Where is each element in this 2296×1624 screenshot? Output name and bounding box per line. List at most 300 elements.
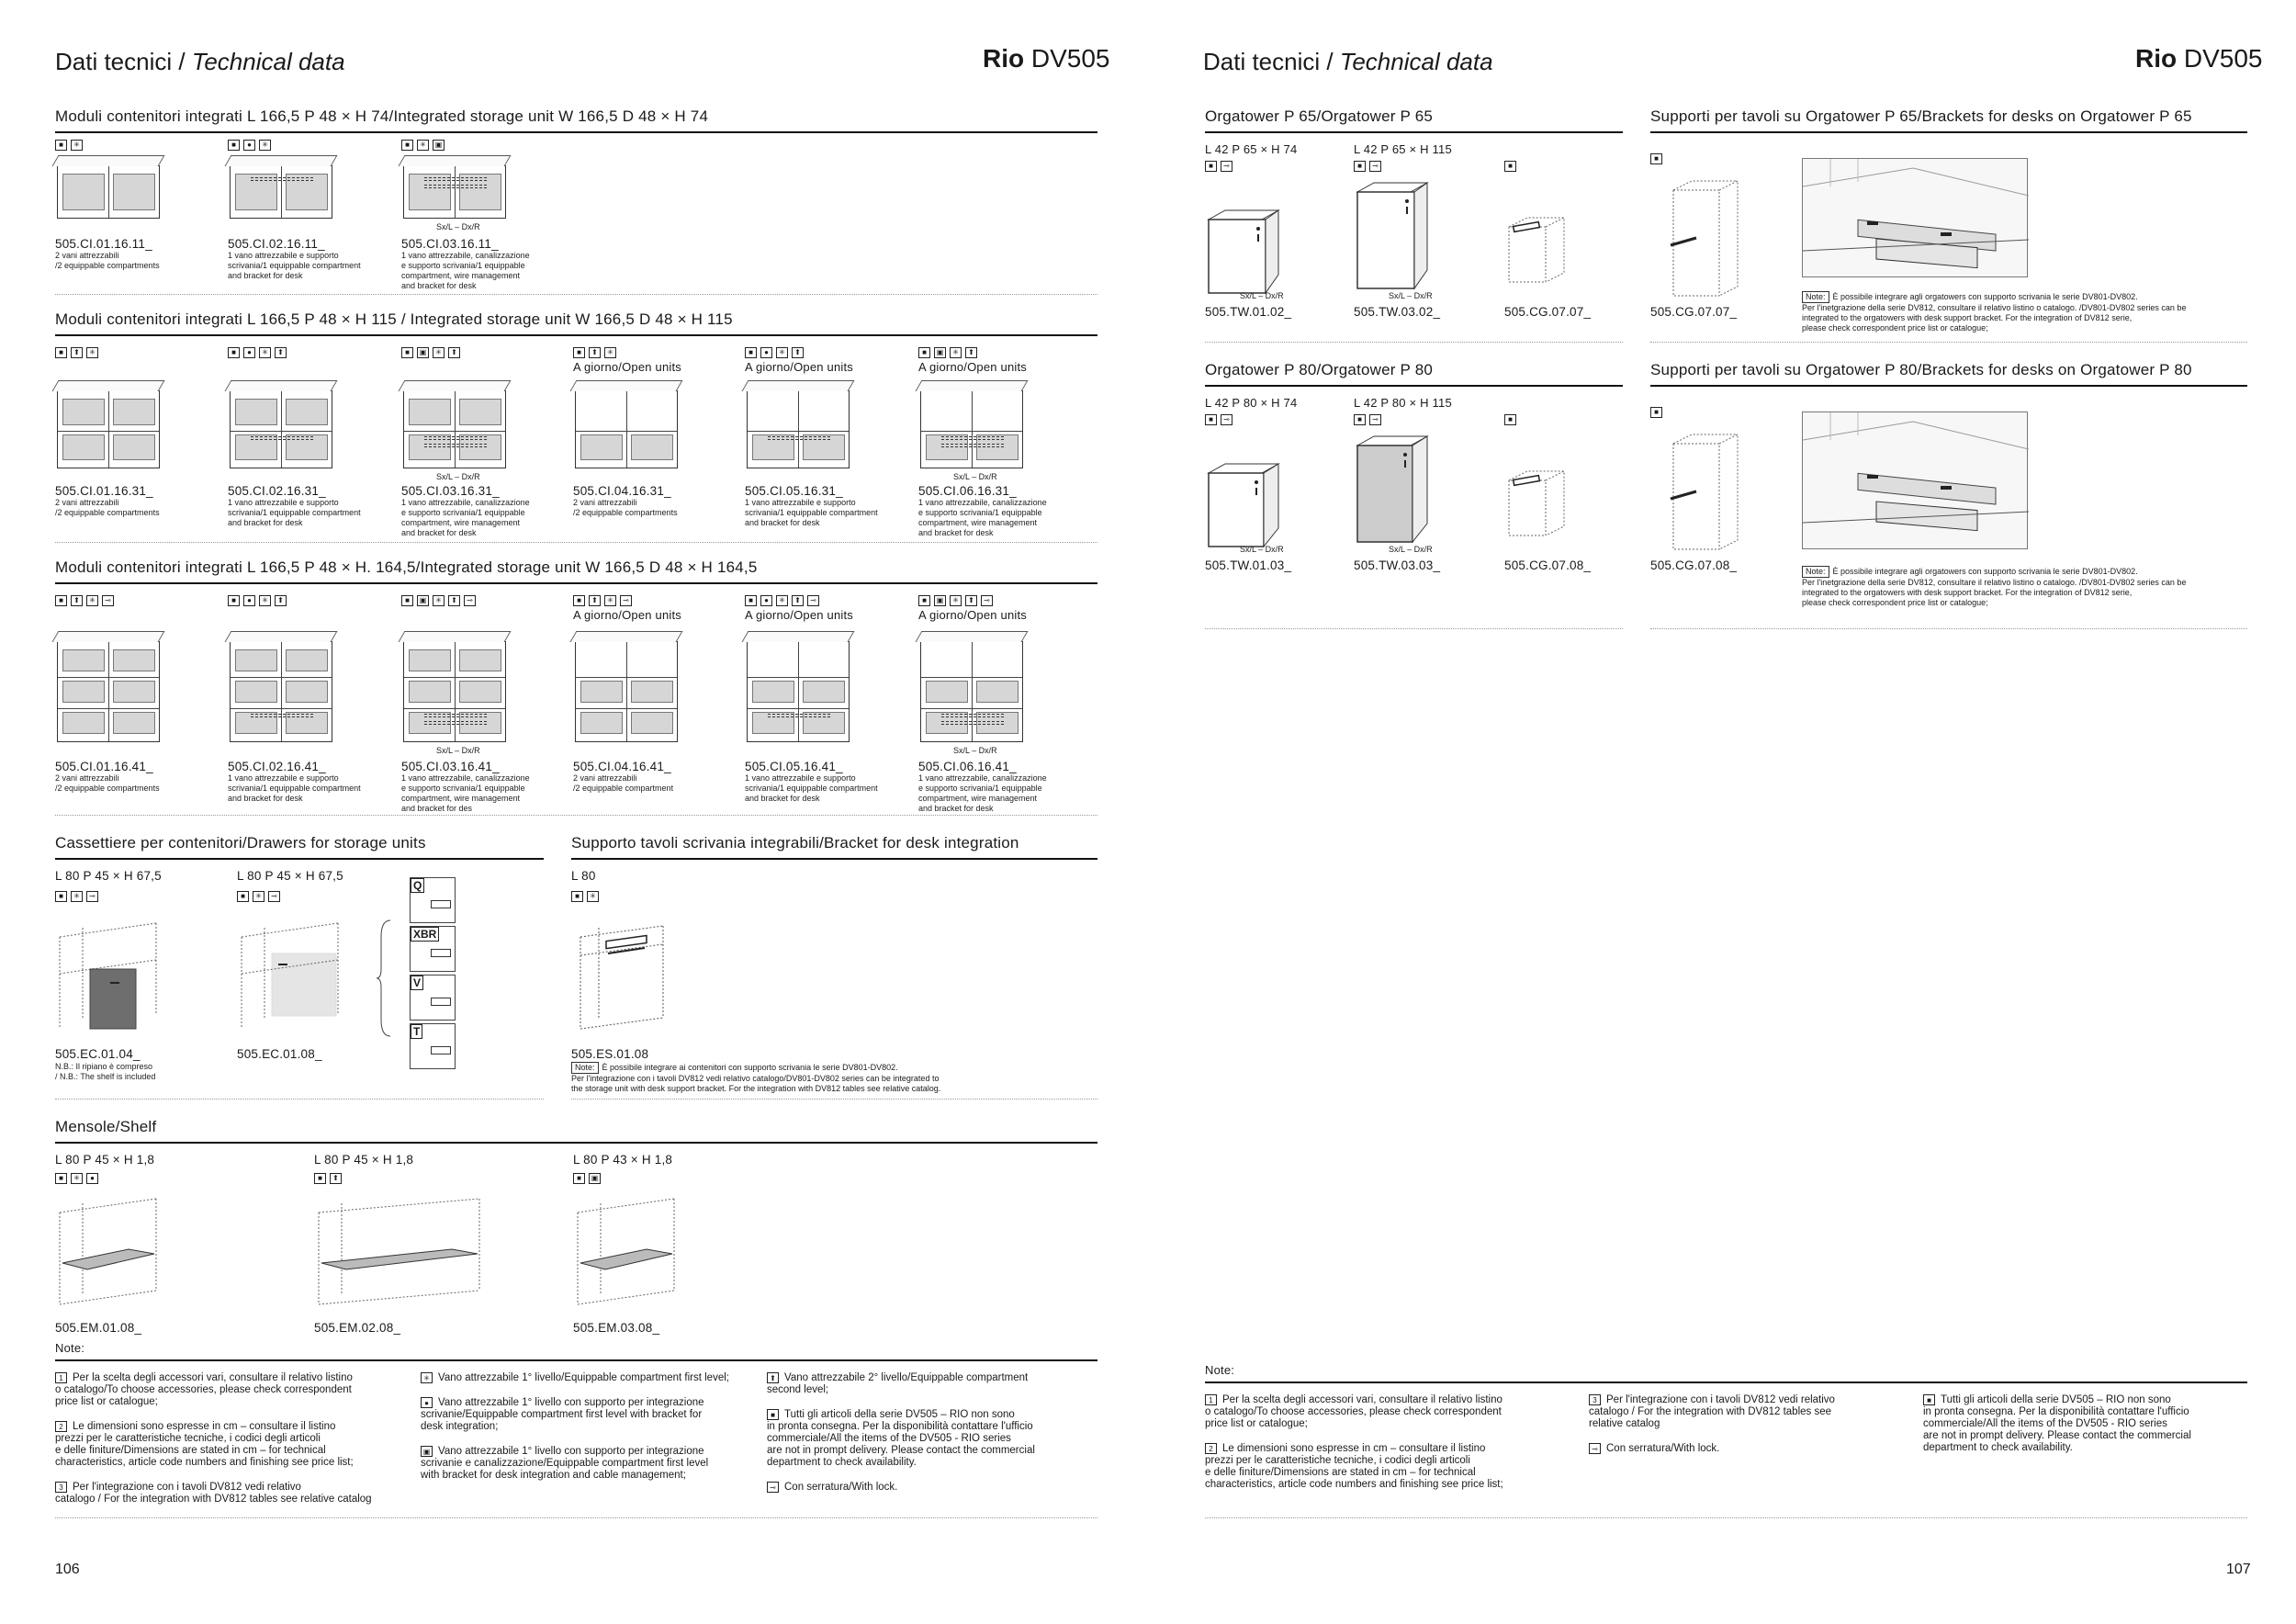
cabinet-shelf [576, 431, 677, 432]
legend-icon: ■ [237, 891, 249, 902]
brand-model: DV505 [1030, 44, 1110, 73]
legend-icon: ⊸ [102, 595, 114, 606]
tower-drawing [1356, 181, 1429, 290]
cable-channel [424, 444, 486, 447]
section-title-shelf: Mensole/Shelf [55, 1118, 1097, 1144]
legend-icon: ▣ [421, 1446, 433, 1457]
cabinet-drawing [57, 390, 160, 468]
cabinet-divider [455, 391, 456, 468]
legend-icon: ▣ [589, 1173, 601, 1184]
bracket-drawing [1504, 467, 1569, 540]
legend-icon: ⬆ [792, 347, 804, 358]
legend-note [55, 1372, 404, 1408]
legend-note [421, 1397, 751, 1433]
cabinet-panel [752, 681, 794, 703]
legend-note [421, 1446, 751, 1482]
article-code: 505.CI.02.16.11_ [228, 237, 325, 251]
cabinet-top [399, 380, 512, 391]
tower-drawing [1356, 434, 1429, 544]
icon-row [401, 347, 460, 358]
tower-bracket-drawing [1650, 172, 1761, 300]
article-description: 1 vano attrezzabile e supporto scrivania/1 equippable compartment and bracket for desk [745, 773, 878, 803]
legend-icon: ⊸ [767, 1482, 779, 1493]
cabinet-panel [409, 681, 451, 703]
article-description: 2 vani attrezzabili /2 equippable compartments [573, 498, 678, 517]
note-line: Per l'integrazione con i tavoli DV812 vedi relativo catalogo/DV801-DV802 series can be integrated to [571, 1074, 940, 1083]
article-code: 505.CI.01.16.41_ [55, 760, 153, 773]
legend-text: Le dimensioni sono espresse in cm – consultare il listino prezzi per le caratteristiche tecniche, i codici degli articoli e delle finiture/Dimensions are stated in cm – for technical characteristics, article code numbers and finishing see price list; [1205, 1443, 1503, 1491]
left-right-label: Sx/L – Dx/R [436, 472, 480, 481]
legend-icon: ▣ [934, 347, 946, 358]
tower-dimension: L 42 P 80 × H 74 [1205, 396, 1298, 410]
cable-channel [424, 185, 486, 188]
desk-bracket-photo [1802, 158, 2028, 277]
header-title-it: Dati tecnici / [1203, 48, 1340, 75]
legend-icon: ▣ [417, 347, 429, 358]
legend-icon: ⬆ [275, 595, 287, 606]
icon-row [1205, 161, 1232, 172]
icon-row [573, 347, 616, 358]
shelf-drawing [314, 1194, 489, 1309]
handle-icon [431, 900, 451, 908]
cabinet-top [916, 380, 1029, 391]
drawer-drawing [55, 919, 165, 1033]
legend-icon: ✳ [776, 347, 788, 358]
cabinet-panel [113, 712, 155, 734]
legend-icon: ⊸ [620, 595, 632, 606]
legend-icon: ■ [314, 1173, 326, 1184]
cabinet-panel [113, 434, 155, 461]
legend-text: Per la scelta degli accessori vari, consultare il relativo listino o catalogo/To choose accessories, please check correspondent price list or catalogue; [55, 1372, 353, 1408]
legend-icon: ■ [573, 595, 585, 606]
tower-dimension: L 42 P 65 × H 74 [1205, 142, 1298, 156]
legend-icon: ⬆ [589, 347, 601, 358]
divider [1650, 342, 2247, 343]
shelf-code: 505.EM.03.08_ [573, 1321, 660, 1335]
shelf-dimension: L 80 P 45 × H 1,8 [55, 1153, 155, 1167]
legend-icon: ⬆ [330, 1173, 342, 1184]
legend-icon: ✳ [587, 891, 599, 902]
section-title-orgatower-65: Orgatower P 65/Orgatower P 65 [1205, 107, 1623, 133]
cabinet-panel [459, 649, 501, 671]
legend-text: Con serratura/With lock. [784, 1482, 898, 1494]
right-page-header-title [1203, 48, 1493, 76]
cabinet-shelf [231, 708, 332, 709]
legend-icon: ✳ [71, 1173, 83, 1184]
cabinet-divider [281, 391, 282, 468]
article-code: 505.CI.06.16.31_ [918, 484, 1017, 498]
bracket-line [251, 436, 312, 440]
legend-icon: ✳ [950, 595, 962, 606]
legend-icon: 1 [55, 1372, 67, 1383]
cabinet-top [225, 155, 338, 166]
legend-icon: ■ [1504, 414, 1516, 425]
legend-icon: ⊸ [86, 891, 98, 902]
cabinet-divider [798, 391, 799, 468]
legend-icon: ✳ [86, 347, 98, 358]
handle-icon [431, 949, 451, 957]
header-title-en: Technical data [191, 48, 345, 75]
left-page-header-title [55, 48, 345, 76]
legend-icon: ✳ [604, 347, 616, 358]
brand-name: Rio [2135, 44, 2178, 73]
cabinet-panel [580, 712, 623, 734]
legend-icon: ■ [401, 347, 413, 358]
note-line: integrated to the orgatowers with desk support bracket. For the integration of DV812 serie, [1802, 588, 2133, 597]
cabinet-shelf [58, 431, 159, 432]
tower-code: 505.TW.01.03_ [1205, 558, 1292, 572]
article-description: 1 vano attrezzabile, canalizzazione e supporto scrivania/1 equippable compartment, wire management and bracket for des [401, 773, 530, 813]
note-line: È possibile integrare ai contenitori con supporto scrivania le serie DV801-DV802. [602, 1063, 898, 1072]
cabinet-divider [281, 642, 282, 741]
cabinet-drawing [747, 390, 850, 468]
cabinet-panel [286, 681, 328, 703]
cabinet-panel [976, 681, 1019, 703]
article-description: 1 vano attrezzabile e supporto scrivania/1 equippable compartment and bracket for desk [745, 498, 878, 527]
legend-icon: ✳ [950, 347, 962, 358]
legend-icon: ✳ [259, 140, 271, 151]
cabinet-panel [409, 399, 451, 425]
handle-icon [431, 998, 451, 1006]
icon-row [55, 347, 98, 358]
legend-icon: ■ [745, 347, 757, 358]
article-description: 2 vani attrezzabili /2 equippable compartments [55, 251, 160, 270]
legend-icon: ■ [1650, 407, 1662, 418]
bracket-line [424, 714, 486, 717]
icon-row [1504, 161, 1516, 172]
cabinet-divider [108, 642, 109, 741]
legend-icon: ⬆ [589, 595, 601, 606]
handle-brace [377, 919, 395, 1038]
left-right-label: Sx/L – Dx/R [1240, 545, 1284, 554]
legend-icon: ● [86, 1173, 98, 1184]
cabinet-drawing [403, 641, 506, 742]
left-right-label: Sx/L – Dx/R [436, 222, 480, 231]
icon-row [1650, 153, 1662, 164]
cabinet-panel [631, 434, 673, 461]
cabinet-drawing [575, 641, 678, 742]
icon-row [314, 1173, 342, 1184]
legend-icon: 3 [55, 1482, 67, 1493]
cabinet-top [225, 380, 338, 391]
legend-icon: ✳ [71, 140, 83, 151]
notes-rule [1205, 1382, 2247, 1383]
legend-icon: ● [243, 140, 255, 151]
cabinet-panel [459, 681, 501, 703]
open-units-label: A giorno/Open units [745, 360, 853, 374]
cabinet-panel [580, 681, 623, 703]
legend-icon: ⊸ [268, 891, 280, 902]
legend-icon: ✳ [417, 140, 429, 151]
note-line: please check correspondent price list or catalogue; [1802, 323, 1988, 333]
article-code: 505.CI.01.16.11_ [55, 237, 152, 251]
cabinet-divider [455, 642, 456, 741]
legend-note [767, 1409, 1097, 1469]
legend-icon: ● [243, 347, 255, 358]
note-line: integrated to the orgatowers with desk support bracket. For the integration of DV812 serie, [1802, 313, 2133, 322]
legend-note [1589, 1394, 1919, 1430]
note-line: please check correspondent price list or catalogue; [1802, 598, 1988, 607]
legend-icon: ⊸ [464, 595, 476, 606]
bracket-note [1802, 566, 2234, 608]
cabinet-divider [108, 391, 109, 468]
tower-code: 505.TW.03.03_ [1354, 558, 1441, 572]
tower-dimension: L 42 P 80 × H 115 [1354, 396, 1452, 410]
notes-title: Note: [55, 1341, 85, 1355]
cabinet-shelf [404, 677, 505, 678]
icon-row [1354, 161, 1381, 172]
legend-icon: ⬆ [792, 595, 804, 606]
shelf-dimension: L 80 P 43 × H 1,8 [573, 1153, 673, 1167]
legend-icon: ⊸ [807, 595, 819, 606]
legend-note [421, 1372, 751, 1384]
open-units-label: A giorno/Open units [918, 360, 1027, 374]
divider [55, 1099, 544, 1100]
section-title-drawers: Cassettiere per contenitori/Drawers for storage units [55, 834, 544, 860]
cabinet-shelf [748, 431, 849, 432]
divider [55, 815, 1097, 816]
legend-icon: ⬆ [71, 595, 83, 606]
legend-icon: ■ [55, 347, 67, 358]
cabinet-shelf [231, 677, 332, 678]
legend-icon: ✳ [433, 347, 445, 358]
legend-icon: ⬆ [965, 347, 977, 358]
cabinet-panel [235, 681, 277, 703]
legend-icon: ■ [228, 140, 240, 151]
legend-icon: ■ [918, 347, 930, 358]
cabinet-drawing [403, 165, 506, 219]
legend-icon: ■ [55, 140, 67, 151]
legend-text: Tutti gli articoli della serie DV505 – RIO non sono in pronta consegna. Per la disponibilità contattare l'ufficio commerciale/All the items of the DV505 - RIO series are not in prompt delivery. Please contact the commercial department to check availability. [1923, 1394, 2191, 1454]
note-label: Note: [571, 1062, 599, 1074]
bracket-drawing [1504, 213, 1569, 287]
divider [1205, 628, 1623, 629]
cabinet-shelf [748, 708, 849, 709]
article-description: 1 vano attrezzabile e supporto scrivania/1 equippable compartment and bracket for desk [228, 251, 361, 280]
cabinet-panel [62, 649, 105, 671]
legend-icon: ● [421, 1397, 433, 1408]
article-code: 505.CI.02.16.31_ [228, 484, 326, 498]
section-title-bracket: Supporto tavoli scrivania integrabili/Bracket for desk integration [571, 834, 1097, 860]
left-right-label: Sx/L – Dx/R [1389, 291, 1433, 300]
legend-icon: ■ [55, 891, 67, 902]
cabinet-top [742, 380, 855, 391]
legend-icon: ■ [571, 891, 583, 902]
bracket-code: 505.CG.07.07_ [1650, 305, 1738, 319]
legend-icon: 1 [1205, 1394, 1217, 1405]
legend-icon: ▣ [417, 595, 429, 606]
icon-row [401, 140, 445, 151]
legend-text: Tutti gli articoli della serie DV505 – RIO non sono in pronta consegna. Per la disponibilità contattare l'ufficio commerciale/All the items of the DV505 - RIO series are not in prompt delivery. Please contact the commercial department to check availability. [767, 1409, 1035, 1469]
icon-row [1205, 414, 1232, 425]
handle-icon [431, 1046, 451, 1054]
cabinet-top [399, 631, 512, 642]
legend-icon: ⬆ [767, 1372, 779, 1383]
legend-icon: ✳ [259, 595, 271, 606]
bracket-line [768, 436, 829, 440]
icon-row [55, 1173, 98, 1184]
cabinet-shelf [921, 677, 1022, 678]
legend-icon: ⊸ [1369, 161, 1381, 172]
legend-icon: ▣ [433, 140, 445, 151]
cabinet-top [570, 380, 683, 391]
bracket-code: 505.ES.01.08 [571, 1047, 649, 1061]
cabinet-panel [631, 681, 673, 703]
legend-icon: ⬆ [275, 347, 287, 358]
handle-option [410, 1023, 456, 1069]
legend-icon: ✳ [433, 595, 445, 606]
icon-row [745, 595, 819, 606]
bracket-note [571, 1062, 1122, 1094]
drawer-drawing [237, 919, 347, 1033]
cable-channel [941, 721, 1003, 725]
cabinet-panel [409, 649, 451, 671]
bracket-line [424, 436, 486, 440]
header-title-en: Technical data [1339, 48, 1493, 75]
legend-icon: 3 [1589, 1394, 1601, 1405]
page-number-left: 106 [55, 1562, 80, 1577]
legend-note [1589, 1443, 1919, 1455]
handle-option [410, 975, 456, 1021]
open-units-label: A giorno/Open units [745, 608, 853, 622]
handle-option [410, 926, 456, 972]
legend-icon: ⬆ [448, 595, 460, 606]
article-code: 505.CI.04.16.31_ [573, 484, 671, 498]
article-description: 2 vani attrezzabili /2 equippable compartment [573, 773, 674, 793]
open-units-label: A giorno/Open units [573, 608, 681, 622]
legend-note [1205, 1443, 1554, 1491]
bracket-drawing [571, 919, 681, 1038]
right-page-brand [2135, 44, 2263, 73]
cabinet-drawing [747, 641, 850, 742]
legend-icon: ■ [573, 347, 585, 358]
cabinet-drawing [230, 165, 332, 219]
bracket-line [941, 714, 1003, 717]
legend-icon: ■ [55, 595, 67, 606]
bracket-line [941, 436, 1003, 440]
bracket-line [251, 177, 312, 181]
section-title-brackets-65: Supporti per tavoli su Orgatower P 65/Brackets for desks on Orgatower P 65 [1650, 107, 2247, 133]
article-description: 1 vano attrezzabile, canalizzazione e supporto scrivania/1 equippable compartment, wire management and bracket for desk [401, 251, 530, 290]
cabinet-panel [113, 174, 155, 210]
cabinet-shelf [748, 677, 849, 678]
article-code: 505.CI.03.16.11_ [401, 237, 499, 251]
divider [1205, 1517, 2247, 1518]
legend-icon: ⊸ [981, 595, 993, 606]
article-code: 505.CI.02.16.41_ [228, 760, 326, 773]
cabinet-shelf [921, 708, 1022, 709]
cabinet-panel [580, 434, 623, 461]
page-number-right: 107 [2226, 1562, 2251, 1577]
note-label: Note: [1802, 291, 1829, 303]
legend-icon: ■ [55, 1173, 67, 1184]
divider [55, 542, 1097, 543]
legend-icon: ● [760, 347, 772, 358]
legend-icon: ■ [1354, 161, 1366, 172]
legend-icon: ■ [1354, 414, 1366, 425]
icon-row [1354, 414, 1381, 425]
section-title-h164: Moduli contenitori integrati L 166,5 P 48 × H. 164,5/Integrated storage unit W 166,5 D 48 × H 164,5 [55, 558, 1097, 584]
cabinet-panel [286, 399, 328, 425]
divider [571, 1099, 1097, 1100]
note-line: Per l'inetgrazione della serie DV812, consultare il relativo listino o catalogo. /DV801-DV802 series can be [1802, 578, 2187, 587]
legend-note [55, 1482, 404, 1506]
legend-icon: ✳ [71, 891, 83, 902]
cabinet-top [52, 155, 165, 166]
legend-text: Vano attrezzabile 2° livello/Equippable compartment second level; [767, 1372, 1029, 1396]
legend-note [1923, 1394, 2254, 1454]
legend-icon: ✳ [259, 347, 271, 358]
legend-note [767, 1372, 1097, 1396]
notes-title: Note: [1205, 1363, 1235, 1377]
cabinet-top [52, 631, 165, 642]
cable-channel [424, 721, 486, 725]
shelf-code: 505.EM.02.08_ [314, 1321, 401, 1335]
bracket-code: 505.CG.07.08_ [1650, 558, 1738, 572]
legend-icon: 2 [55, 1421, 67, 1432]
cabinet-divider [972, 391, 973, 468]
legend-text: Vano attrezzabile 1° livello/Equippable compartment first level; [438, 1372, 729, 1384]
icon-row [401, 595, 476, 606]
section-title-h115: Moduli contenitori integrati L 166,5 P 48 × H 115 / Integrated storage unit W 166,5 D 48 × H 115 [55, 310, 1097, 336]
article-code: 505.CI.05.16.41_ [745, 760, 843, 773]
cabinet-drawing [920, 390, 1023, 468]
legend-icon: ■ [1205, 161, 1217, 172]
bracket-line [768, 714, 829, 717]
shelf-drawing [55, 1194, 165, 1309]
legend-icon: ⊸ [1221, 414, 1232, 425]
legend-icon: ■ [745, 595, 757, 606]
bracket-dimension: L 80 [571, 869, 596, 883]
cabinet-divider [455, 166, 456, 218]
cabinet-shelf [58, 677, 159, 678]
icon-row [918, 347, 977, 358]
cabinet-panel [62, 399, 105, 425]
drawer-note: N.B.: Il ripiano è compreso / N.B.: The shelf is included [55, 1062, 156, 1081]
desk-bracket-photo [1802, 412, 2028, 549]
article-code: 505.CI.05.16.31_ [745, 484, 843, 498]
cabinet-panel [631, 712, 673, 734]
divider [1205, 342, 1623, 343]
icon-row [745, 347, 804, 358]
cable-channel [941, 444, 1003, 447]
handle-option [410, 877, 456, 923]
icon-row [228, 140, 271, 151]
legend-icon: ✳ [86, 595, 98, 606]
legend-icon: ⊸ [1221, 161, 1232, 172]
icon-row [55, 891, 98, 902]
cabinet-panel [926, 681, 968, 703]
icon-row [1504, 414, 1516, 425]
cabinet-top [399, 155, 512, 166]
legend-icon: ✳ [421, 1372, 433, 1383]
handle-code: XBR [411, 927, 439, 942]
cabinet-shelf [404, 708, 505, 709]
article-code: 505.CI.03.16.41_ [401, 760, 500, 773]
legend-note [1205, 1394, 1554, 1430]
cabinet-panel [286, 649, 328, 671]
article-description: 2 vani attrezzabili /2 equippable compartments [55, 773, 160, 793]
tower-dimension: L 42 P 65 × H 115 [1354, 142, 1452, 156]
cabinet-panel [113, 399, 155, 425]
drawer-dimension: L 80 P 45 × H 67,5 [55, 869, 162, 883]
cabinet-panel [235, 649, 277, 671]
drawer-code: 505.EC.01.08_ [237, 1047, 322, 1061]
legend-text: Per la scelta degli accessori vari, consultare il relativo listino o catalogo/To choose accessories, please check correspondent price list or catalogue; [1205, 1394, 1503, 1430]
cabinet-panel [803, 681, 845, 703]
legend-text: Vano attrezzabile 1° livello con supporto per integrazione scrivanie/Equippable compartment first level with bracket for desk integration; [421, 1397, 704, 1433]
legend-text: Per l'integrazione con i tavoli DV812 vedi relativo catalogo / For the integration with DV812 tables see relative catalog [55, 1482, 372, 1506]
